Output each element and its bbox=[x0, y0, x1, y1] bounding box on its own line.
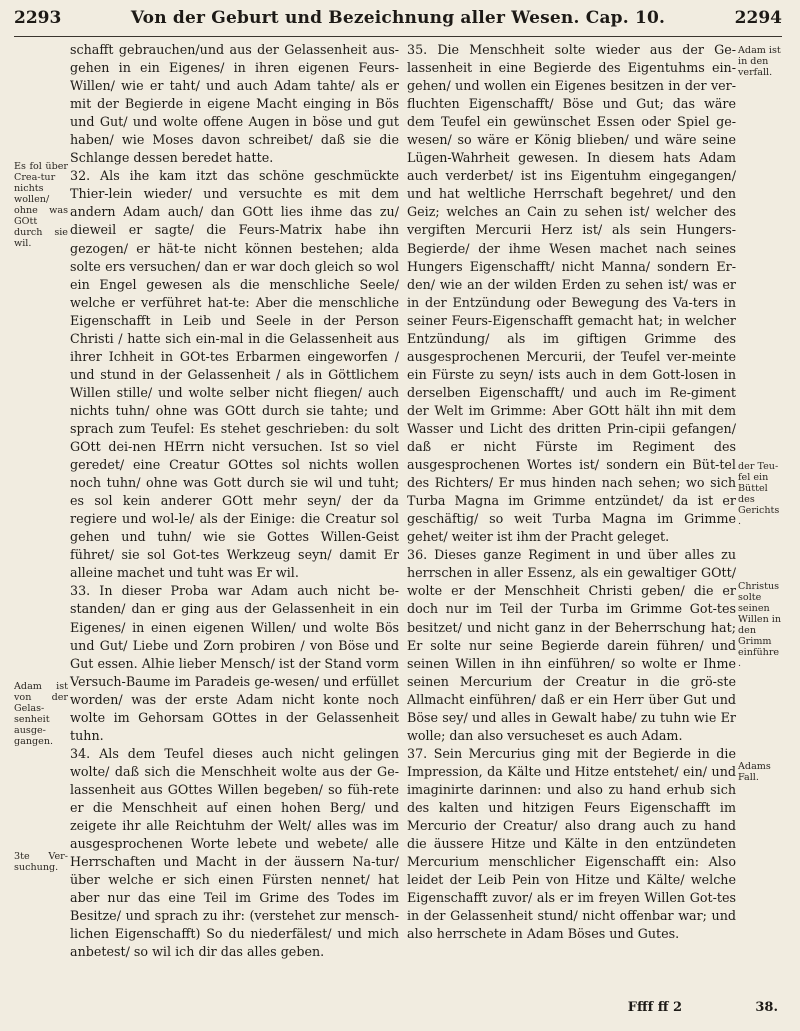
paragraph: schafft gebrauchen/und aus der Gelassenheit aus-gehen in ein Eigenes/ in ihren eigenen Feurs-Willen/ wie er taht/ und auch Adam tahte/ als er mit der Begierde in eigene Macht einging in Bös und Gut/ und wolte offene Augen in böse und gut haben/ wie Moses davon schreibet/ daß sie die Schlange dessen beredet hatte. bbox=[70, 42, 399, 166]
signature-mark: Ffff ff 2 bbox=[627, 1000, 682, 1015]
margin-note: 3te Ver-suchung. bbox=[14, 851, 68, 873]
running-title: Von der Geburt und Bezeichnung aller Wesen. Cap. 10. bbox=[130, 8, 666, 28]
margin-note: der Teu-fel ein Büttel des Gerichts. bbox=[738, 461, 780, 527]
paragraph: 33. In dieser Proba war Adam auch nicht be-standen/ dan er ging aus der Gelassenheit in ein Eigenes/ in einen eigenen Willen/ und wolte Bös und Gut/ Liebe und Zorn probiren / von Böse und Gut essen. Alhie lieber Mensch/ ist der Stand vorm Versuch-Baume im Paradeis ge-wesen/ und erfüllet worden/ was der erste Adam nicht konte noch wolte im Gehorsam GOttes in der Gelassenheit tuhn. bbox=[70, 583, 399, 743]
catchword: 38. bbox=[755, 1000, 778, 1015]
paragraph: 32. Als ihe kam itzt das schöne geschmückte Thier-lein wieder/ und versuchte es mit dem andern Adam auch/ dan GOtt lies ihme das zu/ dieweil er sagte/ die Feurs-Matrix habe ihn gezogen/ er hät-te nicht können bestehen; alda solte ers versuchen/ dan er war doch gleich so wol ein Engel gewesen als die menschliche Seele/ welche er verführet hat-te: Aber die menschliche Eigenschafft in Leib und Seele in der Person Christi / hatte sich ein-mal in die Gelassenheit aus ihrer Ichheit in GOt-tes Erbarmen eingeworfen / und stund in der Gelassenheit / als in Göttlichem Willen stille/ und wolte selber nicht fliegen/ auch nichts tuhn/ ohne was GOtt durch sie tahte; und sprach zum Teufel: Es stehet geschrieben: du solt GOtt dei-nen HErrn nicht versuchen. Ist so viel geredet/ eine Creatur GOttes sol nichts wollen noch tuhn/ ohne was Gott durch sie wil und tuht; es sol kein anderer GOtt mehr seyn/ der da regiere und wol-le/ als der Einige: die Creatur sol gehen und tuhn/ wie sie Gottes Willen-Geist führet/ sie sol Got-tes Werkzeug seyn/ damit Er alleine machet und tuht was Er wil. bbox=[70, 168, 399, 581]
paragraph: 36. Dieses ganze Regiment in und über alles zu herrschen in aller Essenz, als ein gewaltiger GOtt/ wolte er der Menschheit Christi geben/ die er doch nur im Teil der Turba im Grimme Got-tes besitzet/ und nicht ganz in der Beherrschung hat; Er solte nur seine Begierde darein führen/ und seinen Willen in ihn einführen/ so wolte er Ihme seinen Mercurium der Creatur in die grö-ste Allmacht einführen/ daß er ein Herr über Gut und Böse sey/ und alles in Gewalt habe/ zu tuhn wie Er wolle; dan also versucheset es auch Adam. bbox=[407, 547, 736, 743]
page-number-left: 2293 bbox=[14, 8, 62, 28]
margin-note: Adams Fall. bbox=[738, 761, 771, 783]
header-rule bbox=[14, 36, 782, 37]
paragraph: 35. Die Menschheit solte wieder aus der Ge-lassenheit in eine Begierde des Eigentuhms ein-gehen/ und wollen ein Eigenes besitzen in der ver-fluchten Eigenschafft/ Böse und Gut; das wäre dem Teufel ein gewünschet Essen oder Spiel ge-wesen/ so wäre er König blieben/ und wäre seine Lügen-Wahrheit gewesen. In diesem hats Adam auch verderbet/ ist ins Eigentuhm eingegangen/ und hat weltliche Herrschaft begehret/ und den Geiz; welches an Cain zu sehen ist/ welcher des vergiften Mercurii Herz ist/ als sein Hungers-Begierde/ der ihme Wesen machet nach seines Hungers Eigenschafft/ nicht Manna/ sondern Er-den/ wie an der wilden Erden zu sehen ist/ was er in der Entzündung oder Bewegung des Va-ters in seiner Feurs-Eigenschafft gemacht hat; in welcher Entzündung/ als im giftigen Grimme des ausgesprochenen Mercurii, der Teufel ver-meinte ein Fürste zu seyn/ ists auch in dem Gott-losen in derselben Eigenschafft/ und auch im Re-giment der Welt im Grimme: Aber GOtt hält ihn mit dem Wasser und Licht des dritten Prin-cipii gefangen/ daß er nicht Fürste im Regiment des ausgesprochenen Wortes ist/ sondern ein Büt-tel des Richters/ Er mus hinden nach sehen; wo sich Turba Magna im Grimme entzündet/ da ist er geschäftig/ so weit Turba Magna im Grimme gehet/ weiter ist ihm der Pracht geleget. bbox=[407, 42, 736, 545]
margin-note: Adam ist von der Gelas-senheit ausge-gangen. bbox=[14, 681, 68, 747]
right-column bbox=[407, 41, 782, 1001]
paragraph: 34. Als dem Teufel dieses auch nicht gelingen wolte/ daß sich die Menschheit wolte aus der Ge-lassenheit aus GOttes Willen begeben/ so füh-rete er die Menschheit auf einen hohen Berg/ und zeigete ihr alle Reichtuhm der Welt/ alles was im ausgesprochenen Worte lebete und webete/ alle Herrschaften und Macht in der äussern Na-tur/ über welche er sich einen Fürsten nennet/ hat aber nur das eine Teil im Grime des Todes im Besitze/ und sprach zu ihr: (verstehet zur mensch-lichen Eigenschafft) So du niederfälest/ und mich anbetest/ so wil ich dir das alles geben. bbox=[70, 745, 399, 960]
text-columns bbox=[14, 41, 782, 1001]
paragraph: 37. Sein Mercurius ging mit der Begierde in die Impression, da Kälte und Hitze entstehet/ ein/ und imaginirte darinnen: und also zu hand erhub sich des kalten und hitzigen Feurs Eigenschafft im Mercurio der Creatur/ also drang auch zu hand die äussere Hitze und Kälte in den entzündeten Mercurium menschlicher Eigenschafft ein: Also leidet der Leib Pein von Hitze und Kälte/ welche Eigenschafft zuvor/ als er im freyen Willen Got-tes in der Gelassenheit stund/ nicht offenbar war; und also herrschete in Adam Böses und Gutes. bbox=[407, 745, 736, 942]
left-column bbox=[14, 41, 399, 1001]
page-number-right: 2294 bbox=[734, 8, 782, 28]
margin-note: Es fol über Crea-tur nichts wollen/ ohne was GOtt durch sie wil. bbox=[14, 161, 68, 249]
margin-note: Adam ist in den verfall. bbox=[738, 45, 781, 78]
margin-note: Christus solte seinen Willen in den Grimm einführe. bbox=[738, 581, 782, 669]
running-header bbox=[14, 8, 782, 36]
